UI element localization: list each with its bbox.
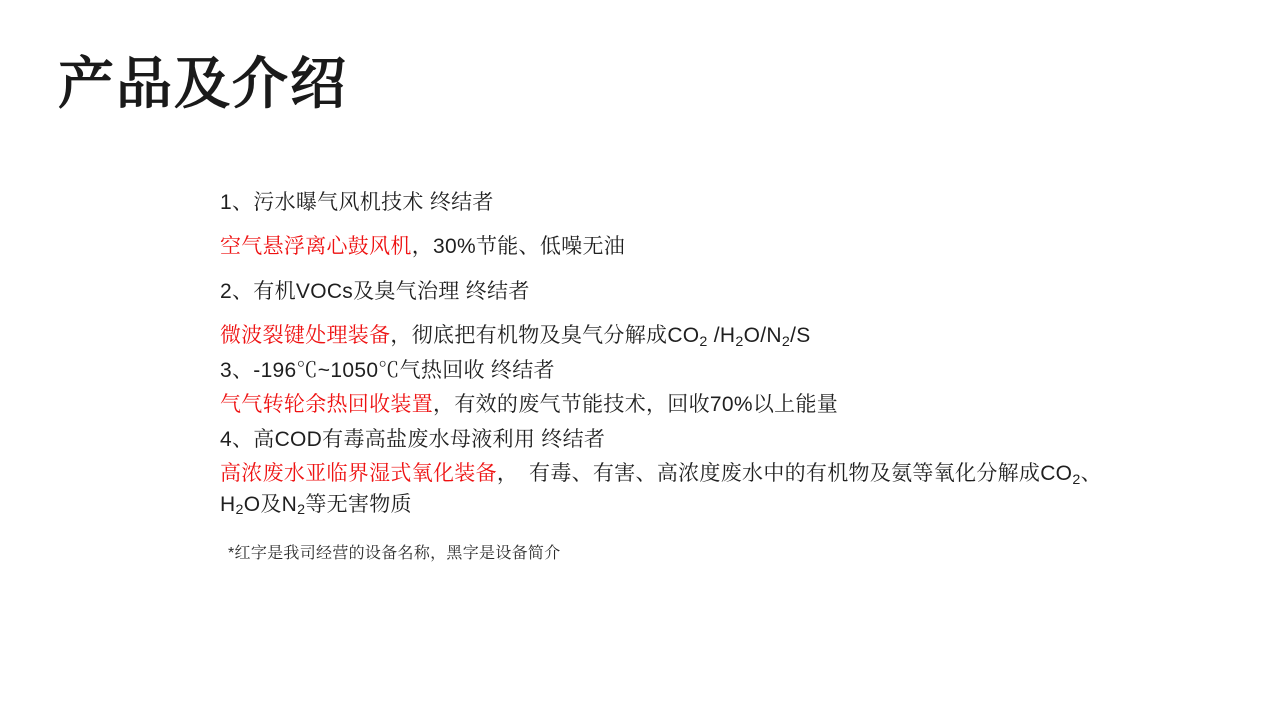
item-2-sub-3: 2 xyxy=(781,334,791,351)
item-3-desc: 有效的废气节能技术，回收70%以上能量 xyxy=(454,393,839,417)
item-1-separator: ， xyxy=(411,235,434,259)
item-3-product: 气气转轮余热回收装置 xyxy=(220,393,433,417)
item-4-heading: 高COD有毒高盐废水母液利用 终结者 xyxy=(253,427,606,451)
item-4-sub-3: 2 xyxy=(297,502,306,519)
item-1-product-line xyxy=(220,232,1110,262)
item-3-index: 3、 xyxy=(220,358,254,382)
item-3-heading: -196℃~1050℃气热回收 终结者 xyxy=(253,358,555,382)
item-3-separator: ， xyxy=(433,393,455,417)
item-3-product-line xyxy=(220,390,1110,420)
item-3-heading-line xyxy=(220,356,1110,386)
item-4-heading-line xyxy=(220,425,1110,455)
item-1-heading-line xyxy=(220,188,1110,218)
item-4-desc-1: 有毒、有害、高浓度废水中的有机物及氨等氧化分解成CO xyxy=(507,462,1073,486)
item-2-product-line xyxy=(220,321,1110,351)
item-1-product: 空气悬浮离心鼓风机 xyxy=(220,235,412,259)
item-2-product: 微波裂键处理装备 xyxy=(220,324,391,348)
item-1-index: 1、 xyxy=(220,191,254,214)
item-2-sub-1: 2 xyxy=(699,334,708,351)
item-1-heading: 污水曝气风机技术 终结者 xyxy=(253,191,494,214)
content-block xyxy=(220,188,1110,534)
item-4-product-line xyxy=(220,459,1110,520)
item-2-desc-1: 彻底把有机物及臭气分解成CO xyxy=(411,324,700,348)
page-title: 产品及介绍 xyxy=(58,52,348,115)
item-1-desc: 30%节能、低噪无油 xyxy=(433,235,626,259)
item-2-desc-4: /S xyxy=(790,324,811,348)
item-2-sub-2: 2 xyxy=(735,334,744,351)
item-4-desc-4: 等无害物质 xyxy=(305,492,412,516)
item-2-desc-3: O/N xyxy=(743,324,782,348)
item-4-sub-2: 2 xyxy=(235,502,244,519)
item-4-desc-3: O及N xyxy=(243,492,298,516)
item-4-separator: ， xyxy=(496,462,508,486)
item-4-desc-2: 、 H xyxy=(220,462,1102,516)
item-2-heading: 有机VOCs及臭气治理 终结者 xyxy=(253,279,530,303)
item-4-product: 高浓废水亚临界湿式氧化装备 xyxy=(220,462,497,486)
item-2-desc-2: /H xyxy=(707,324,736,348)
item-2-index: 2、 xyxy=(220,279,254,303)
item-2-separator: ， xyxy=(390,324,412,348)
item-2-heading-line xyxy=(220,277,1110,307)
item-4-index: 4、 xyxy=(220,427,254,451)
footnote: *红字是我司经营的设备名称，黑字是设备简介 xyxy=(228,545,561,562)
item-4-sub-1: 2 xyxy=(1072,472,1081,489)
